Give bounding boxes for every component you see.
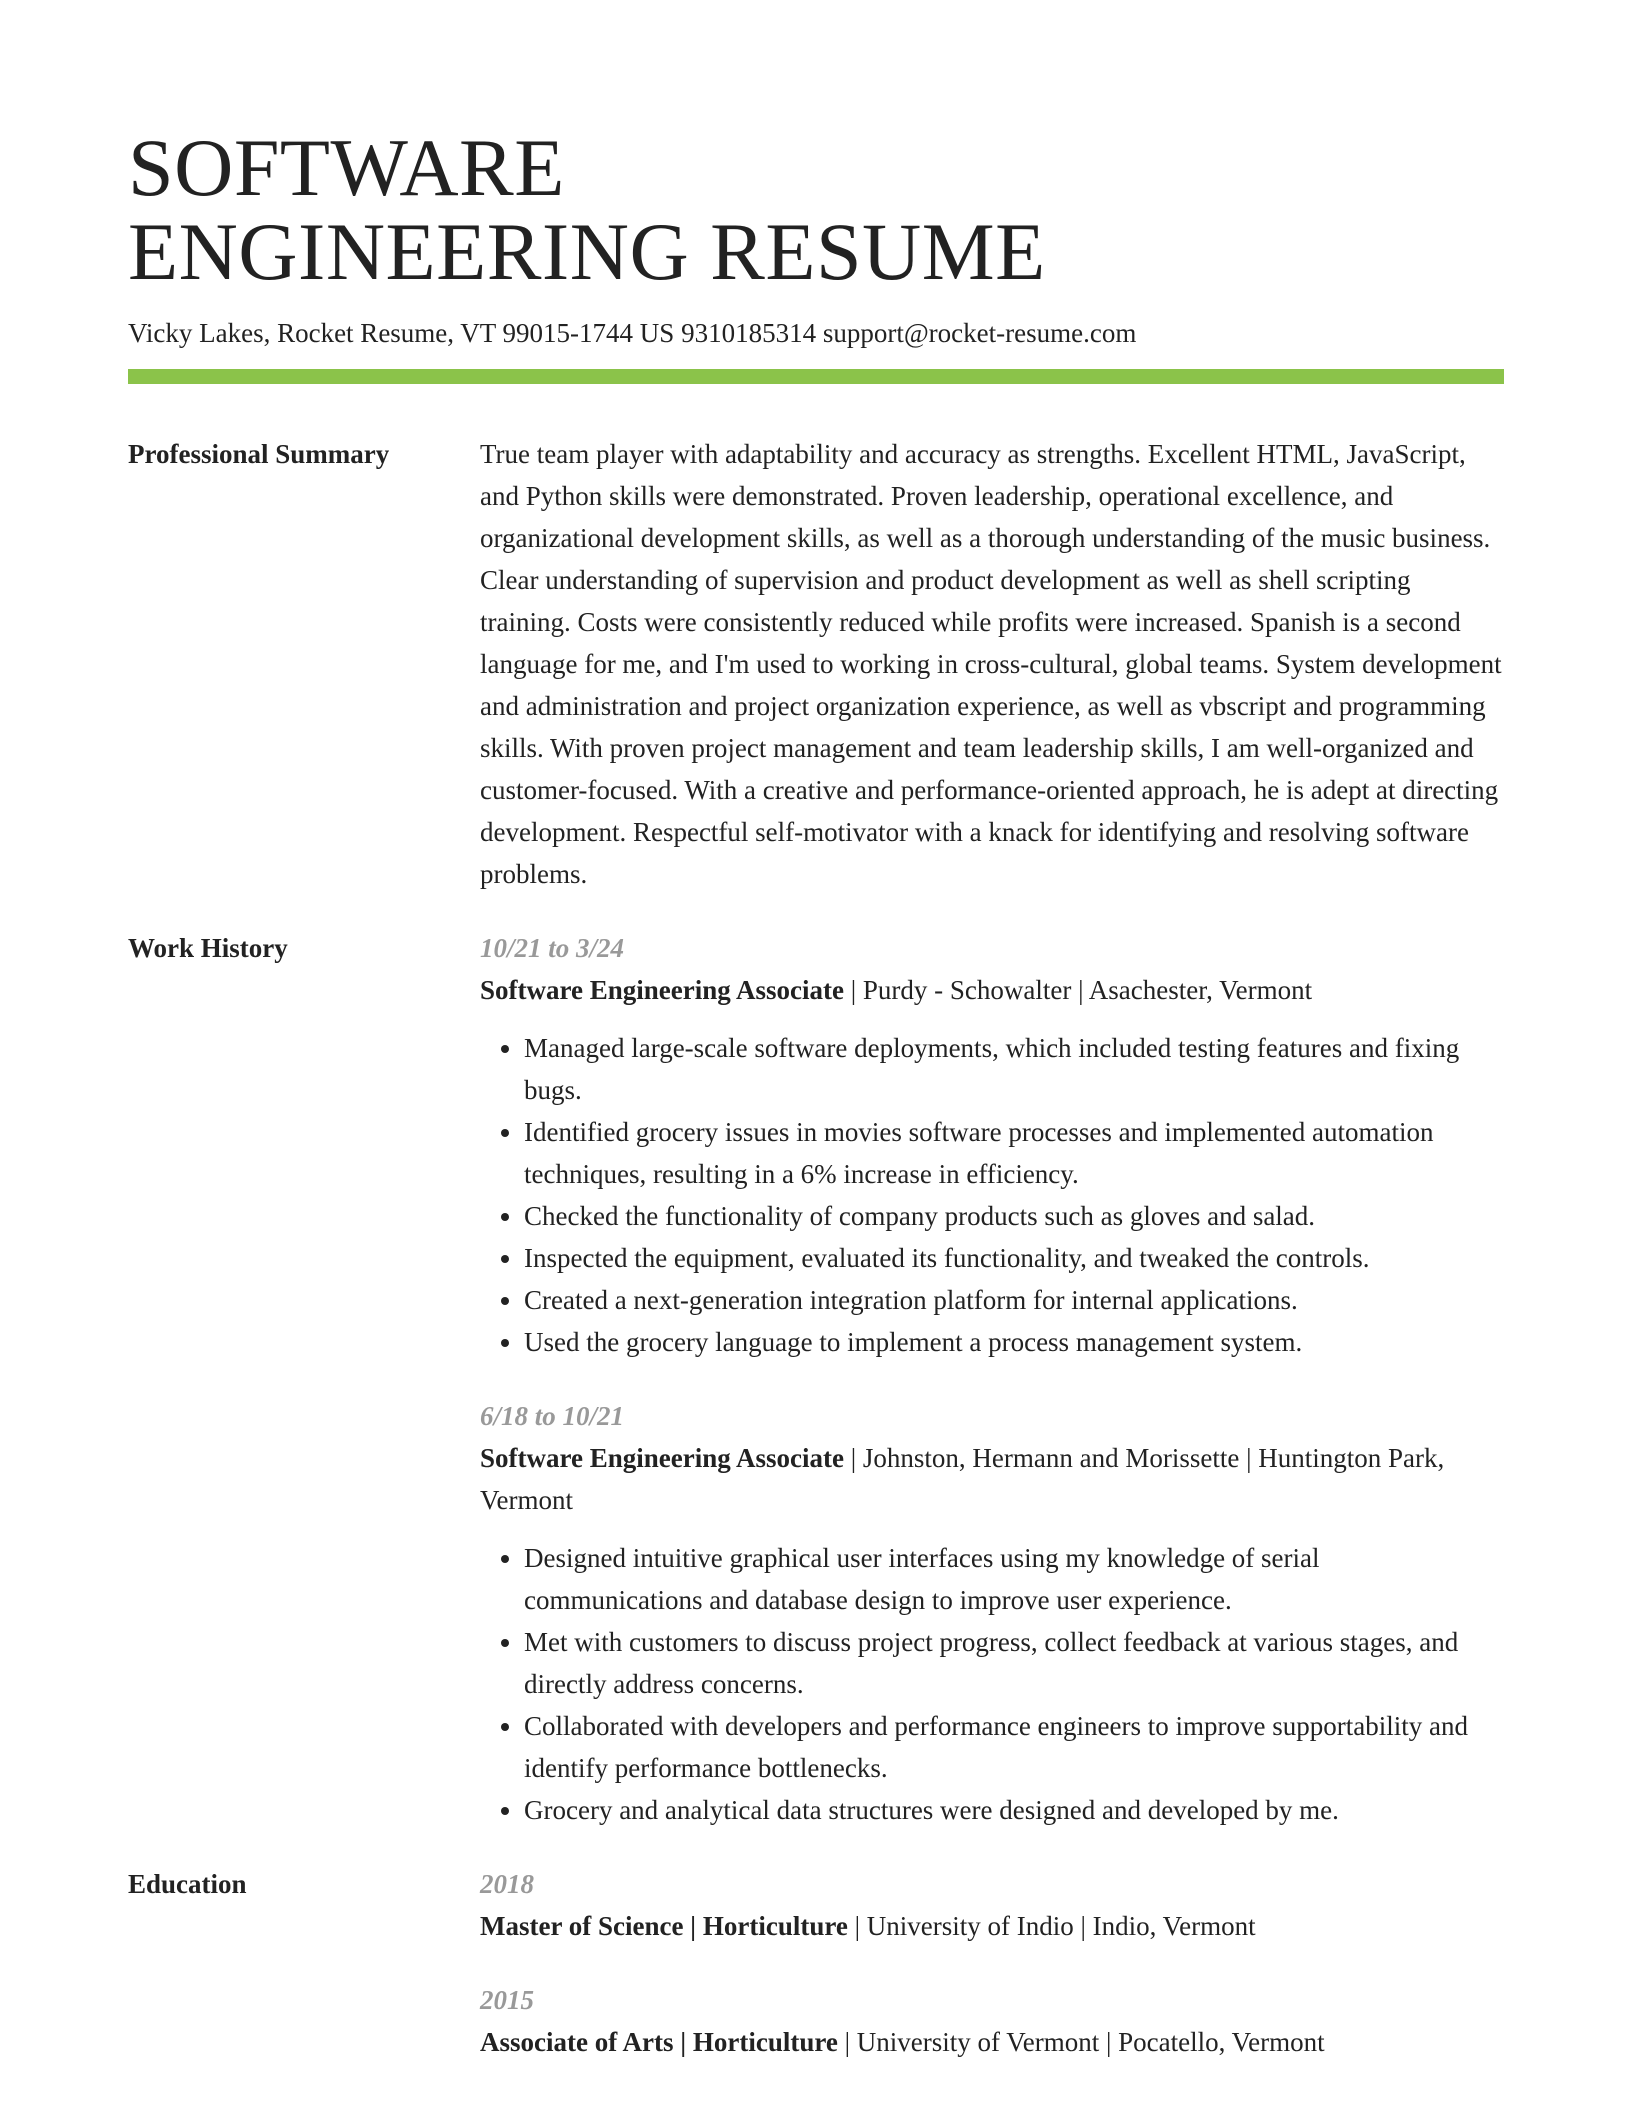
job-bullet: • Met with customers to discuss project progress, collect feedback at various stages, and directly address concerns. [524,1621,1504,1705]
job-bullet: • Managed large-scale software deployments, which included testing features and fixing bugs. [524,1027,1504,1111]
job-title: Software Engineering Associate [480,975,844,1005]
job-details: | Johnston, Hermann and Morissette | Huntington Park, Vermont [480,1443,1445,1515]
education-heading-line [480,1905,1504,1947]
job-dates: 10/21 to 3/24 [480,933,625,963]
education-entry [480,1979,1504,2063]
summary-heading: Professional Summary [128,439,390,469]
job-bullet: • Checked the functionality of company products such as gloves and salad. [524,1195,1504,1237]
education-details: | University of Indio | Indio, Vermont [847,1911,1256,1941]
education-year: 2015 [480,1985,534,2015]
education-section [128,1863,1504,2063]
education-degree: Master of Science | Horticulture [480,1911,848,1941]
education-entry [480,1863,1504,1947]
job-title: Software Engineering Associate [480,1443,844,1473]
work-history-section [128,927,1504,1831]
summary-section [128,433,1504,895]
education-year: 2018 [480,1869,534,1899]
summary-text: True team player with adaptability and accuracy as strengths. Excellent HTML, JavaScript, and Python skills were demonstrated. Proven leadership, operational excellence, and organizational development skills, as well as a thorough understanding of the music business. Clear understanding of supervision and product development as well as shell scripting training. Costs were consistently reduced while profits were increased. Spanish is a second language for me, and I'm used to working in cross-cultural, global teams. System development and administration and project organization experience, as well as vbscript and programming skills. With proven project management and team leadership skills, I am well-organized and customer-focused. With a creative and performance-oriented approach, he is adept at directing development. Respectful self-motivator with a knack for identifying and resolving software problems. [480,439,1502,889]
job-bullet: • Collaborated with developers and performance engineers to improve supportability and identify performance bottlenecks. [524,1705,1504,1789]
job-details: | Purdy - Schowalter | Asachester, Vermont [843,975,1313,1005]
job-heading [480,1437,1504,1521]
resume-page [128,122,1504,2063]
job-dates: 6/18 to 10/21 [480,1401,625,1431]
job-entry [480,1395,1504,1831]
title-line-1: SOFTWARE [128,122,565,213]
job-heading [480,969,1504,1011]
job-bullet: • Identified grocery issues in movies software processes and implemented automation techniques, resulting in a 6% increase in efficiency. [524,1111,1504,1195]
education-degree: Associate of Arts | Horticulture [480,2027,838,2057]
education-details: | University of Vermont | Pocatello, Vermont [837,2027,1325,2057]
education-heading-line [480,2021,1504,2063]
job-bullet-list [480,1027,1504,1363]
job-bullet: • Inspected the equipment, evaluated its functionality, and tweaked the controls. [524,1237,1504,1279]
job-bullet-list [480,1537,1504,1831]
accent-divider [128,369,1504,384]
work-history-heading: Work History [128,933,288,963]
title-line-2: ENGINEERING RESUME [128,206,1046,297]
job-entry [480,927,1504,1363]
education-heading: Education [128,1869,247,1899]
job-bullet: • Grocery and analytical data structures were designed and developed by me. [524,1789,1504,1831]
job-bullet: • Used the grocery language to implement a process management system. [524,1321,1504,1363]
job-bullet: • Designed intuitive graphical user interfaces using my knowledge of serial communications and database design to improve user experience. [524,1537,1504,1621]
job-bullet: • Created a next-generation integration platform for internal applications. [524,1279,1504,1321]
contact-line: Vicky Lakes, Rocket Resume, VT 99015-1744 US 9310185314 support@rocket-resume.com [128,318,1137,348]
resume-title [128,122,1504,297]
